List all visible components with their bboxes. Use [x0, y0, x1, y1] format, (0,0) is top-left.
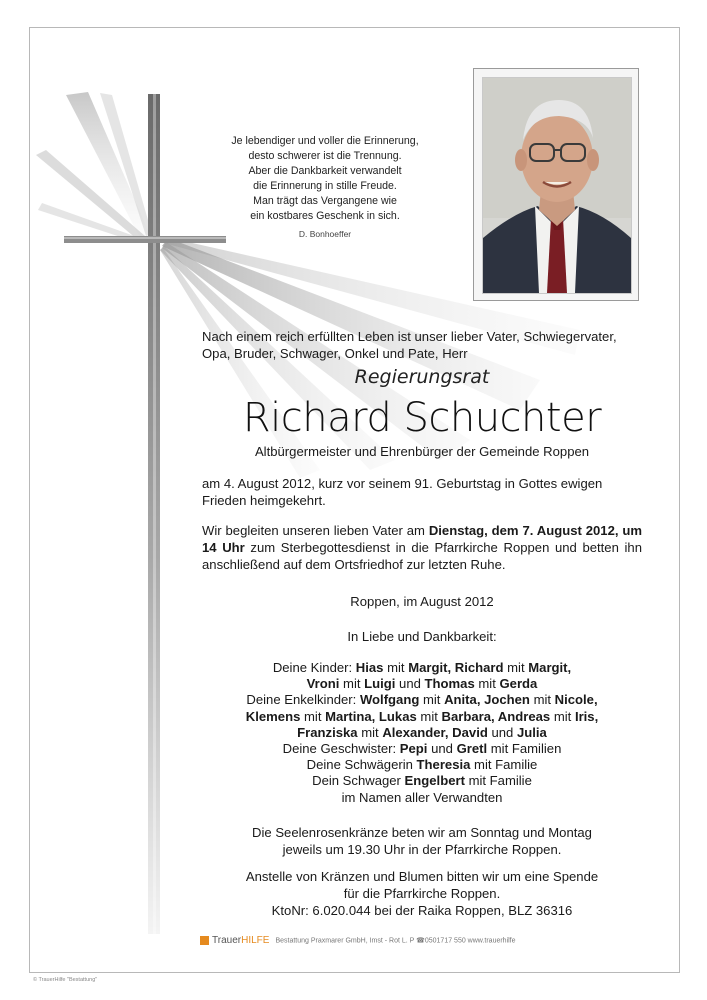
- family-text: im Namen aller Verwandten: [341, 789, 503, 805]
- family-text: Deine Enkelkinder:: [246, 692, 360, 708]
- donation-line-1: Anstelle von Kränzen und Blumen bitten wir um eine Spende: [245, 869, 599, 884]
- trauerhilfe-logo-icon: [200, 936, 209, 945]
- family-row: [202, 757, 642, 773]
- quote-author: D. Bonhoeffer: [298, 229, 352, 239]
- deceased-title: Regierungsrat: [354, 366, 490, 388]
- deceased-subtitle: Altbürgermeister und Ehrenbürger der Gemeinde Roppen: [254, 444, 590, 459]
- quote-line: Aber die Dankbarkeit verwandelt: [248, 165, 402, 177]
- family-list: [202, 660, 642, 806]
- donation-line-3: KtoNr: 6.020.044 bei der Raika Roppen, BLZ 36316: [271, 903, 573, 918]
- family-name: Alexander, David: [382, 724, 488, 740]
- family-text: mit: [357, 724, 383, 740]
- family-text: Deine Geschwister:: [282, 741, 400, 757]
- portrait-frame: [473, 68, 639, 301]
- ceremony-text: [202, 522, 642, 573]
- family-name: Martina, Lukas: [325, 708, 417, 724]
- family-text: und: [427, 741, 457, 757]
- family-row: [202, 790, 642, 806]
- family-name: Thomas: [424, 676, 475, 692]
- family-text: mit: [503, 660, 529, 675]
- family-text: Deine Schwägerin: [306, 757, 417, 773]
- family-name: Gerda: [499, 676, 538, 692]
- deceased-name: Richard Schuchter: [242, 395, 602, 441]
- family-text: Deine Kinder:: [272, 660, 356, 675]
- family-name: Anita, Jochen: [444, 692, 530, 708]
- family-row: [202, 773, 642, 789]
- family-text: mit: [529, 692, 555, 708]
- family-text: mit Familien: [487, 741, 562, 757]
- family-text: und: [487, 724, 517, 740]
- quote-line: desto schwerer ist die Trennung.: [248, 150, 402, 162]
- ceremony-post: zum Sterbegottesdienst in die Pfarrkirche Roppen und betten ihn anschließend auf dem Ortsfriedhof zur letzten Ruhe.: [202, 540, 642, 572]
- family-name: Hias: [355, 660, 384, 675]
- family-name: Wolfgang: [359, 692, 420, 708]
- family-text: mit: [339, 676, 365, 692]
- passing-text: am 4. August 2012, kurz vor seinem 91. Geburtstag in Gottes ewigen Frieden heimgekehrt.: [202, 476, 603, 508]
- family-name: Iris,: [574, 708, 599, 724]
- donation-line-2: für die Pfarrkirche Roppen.: [343, 886, 501, 901]
- thanks-line: In Liebe und Dankbarkeit:: [347, 629, 497, 644]
- rosary-info: [202, 824, 642, 858]
- copyright-note: © TrauerHilfe "Bestattung": [33, 977, 98, 983]
- footer-brand-main: Trauer: [212, 935, 242, 946]
- footer-brand-accent: HILFE: [241, 935, 270, 946]
- family-name: Pepi: [399, 741, 428, 757]
- footer-brand: [212, 935, 269, 946]
- place-date: Roppen, im August 2012: [350, 594, 494, 609]
- portrait-illustration: [483, 78, 631, 293]
- family-text: mit: [550, 708, 575, 724]
- family-text: mit: [383, 660, 409, 675]
- intro-text: Nach einem reich erfüllten Leben ist unser lieber Vater, Schwiegervater, Opa, Bruder, Schwager, Onkel und Pate, Herr: [202, 329, 617, 361]
- ceremony-pre: Wir begleiten unseren lieben Vater am: [202, 523, 429, 538]
- family-name: Klemens: [245, 708, 301, 724]
- family-text: und: [395, 676, 425, 692]
- quote-line: ein kostbares Geschenk in sich.: [250, 210, 400, 222]
- ceremony-date: Dienstag, dem 7. August 2012, um 14 Uhr: [202, 523, 643, 555]
- portrait-photo: [482, 77, 632, 294]
- family-name: Julia: [516, 724, 547, 740]
- family-text: mit: [416, 708, 442, 724]
- family-text: mit Familie: [464, 773, 532, 789]
- rosary-line-1: Die Seelenrosenkränze beten wir am Sonntag und Montag: [252, 825, 592, 840]
- family-name: Engelbert: [404, 773, 465, 789]
- family-name: Vroni: [306, 676, 340, 692]
- family-name: Margit, Richard: [408, 660, 504, 675]
- family-text: mit Familie: [470, 757, 538, 773]
- quote-line: Man trägt das Vergangene wie: [253, 195, 397, 207]
- family-row: [202, 692, 642, 708]
- family-name: Barbara, Andreas: [441, 708, 551, 724]
- family-name: Margit,: [528, 660, 572, 675]
- family-text: Dein Schwager: [312, 773, 405, 789]
- quote: [220, 134, 430, 242]
- family-name: Gretl: [456, 741, 488, 757]
- family-row: [202, 725, 642, 741]
- rosary-line-2: jeweils um 19.30 Uhr in der Pfarrkirche Roppen.: [282, 842, 562, 857]
- footer: [200, 935, 530, 946]
- footer-info: Bestattung Praxmarer GmbH, Imst - Rot L. P ☎0501717 550 www.trauerhilfe: [275, 937, 516, 945]
- quote-line: Je lebendiger und voller die Erinnerung,: [231, 135, 419, 147]
- family-name: Nicole,: [554, 692, 598, 708]
- quote-line: die Erinnerung in stille Freude.: [253, 180, 397, 192]
- family-row: [202, 676, 642, 692]
- family-row: [202, 709, 642, 725]
- family-text: mit: [300, 708, 326, 724]
- family-row: [202, 660, 642, 676]
- family-name: Luigi: [364, 676, 396, 692]
- family-name: Theresia: [416, 757, 471, 773]
- family-name: Franziska: [297, 724, 358, 740]
- donation-info: [202, 868, 642, 919]
- family-text: mit: [419, 692, 445, 708]
- family-row: [202, 741, 642, 757]
- family-text: mit: [474, 676, 500, 692]
